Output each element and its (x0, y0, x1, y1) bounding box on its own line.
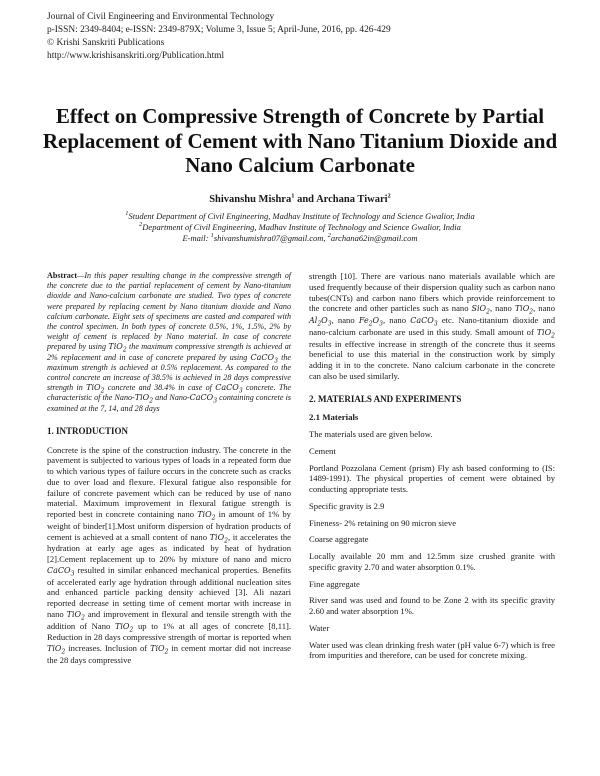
journal-url[interactable]: http://www.krishisanskriti.org/Publication.html (47, 51, 225, 61)
email-1[interactable]: shivanshumishra07@gmail.com, (213, 233, 328, 243)
author-joiner: and (294, 194, 317, 205)
section-heading-materials: 2. MATERIALS AND EXPERIMENTS (309, 393, 462, 404)
author-2-mark: 2 (387, 192, 391, 200)
email-line: E-mail: $^1$shivanshumishra07@gmail.com, $^2$archana62in@gmail.com (182, 232, 418, 243)
journal-name: Journal of Civil Engineering and Environmental Technology (47, 12, 275, 22)
affiliation-1: $^1$Student Department of Civil Engineering, Madhav Institute of Technology and Science Gwalior, India (125, 210, 475, 221)
author-2: Archana Tiwari (316, 194, 388, 205)
formula-tio2: TiO$_2$ (209, 532, 228, 545)
formula-tio2: TiO$_2$ (47, 644, 66, 656)
abstract-label: Abstract (47, 271, 78, 280)
author-1-mark: 1 (291, 192, 295, 200)
coarse-aggregate-heading: Coarse aggregate (309, 534, 369, 545)
affiliation-2: $^2$Department of Civil Engineering, Madhav Institute of Technology and Science Gwalior, India (139, 221, 461, 232)
cement-text: Portland Pozzolana Cement (prism) Fly ash based conforming to (IS: 1489-1991). The physical properties of cement were obtained by conducting appropriate tests. (309, 462, 555, 494)
fineness-text: Fineness- 2% retaining on 90 micron sieve (309, 517, 457, 528)
formula-caco3: CaCO$_3$ (47, 565, 75, 578)
formula-sio2: SiO$_2$ (471, 304, 490, 316)
email-2[interactable]: archana62in@gmail.com (330, 233, 418, 243)
introduction-continued: strength [10]. There are various nano materials available which are used frequently because of their dispersion quality such as carbon nano tubes(CNTs) and carbon nano fibers which provide reinforcement to the concrete and other particles such as nano SiO$_2$, nano TiO$_2$, nano $Al_2O_3$, nano $Fe_2O_3$, nano CaCO$_3$ etc. Nano-titanium dioxide and nano-calcium carbonate are used in this study. Small amount of TiO$_2$ results in effective increase in strength of the concrete thus it seems beneficial to use this material in the construction work by simply adding it in to the concrete. Nano calcium carbonate in the concrete can also be used similarly. (309, 271, 555, 381)
section-heading-introduction: 1. INTRODUCTION (47, 425, 129, 436)
left-column (47, 271, 291, 666)
formula-tio2: TiO$_2$ (197, 510, 216, 522)
materials-intro: The materials used are given below. (309, 429, 433, 439)
introduction-paragraph: Concrete is the spine of the construction industry. The concrete in the pavement is subjected to various types of loads in a repeated form due to which various types of failure occurs in the concrete such as cracks due to over load and flexure. Flexural fatigue also responsible for failure of concrete pavement which can be reduced by use of nano material. Maximum improvement in flexural fatigue strength is reported best in concrete containing nano TiO$_2$ in amount of 1% by weight of binder[1].Most uniform dispersion of hydration products of cement is achieved at a small content of nano TiO$_2$, it accelerates the hydration at early age ages as indicated by heat of hydration [2].Cement replacement up to 20% by mixture of nano and micro CaCO$_3$ resulted in similar enhanced mechanical properties. Benefits of accelerated early age hydration through additional nucleation sites and enhanced particle packing density achieved [3]. Ali nazari reported decrease in setting time of cement mortar with increase in nano TiO$_2$ and improvement in flexural and tensile strength with the addition of Nano TiO$_2$ up to 1% at all ages of concrete [8,11]. Reduction in 28 days compressive strength of mortar is reported when TiO$_2$ increases. Inclusion of TiO$_2$ in cement mortar did not increase the 28 days compressive (47, 444, 292, 665)
fine-aggregate-heading: Fine aggregate (309, 578, 360, 589)
author-1: Shivanshu Mishra (209, 194, 292, 205)
formula-tio2: TiO$_2$ (150, 644, 169, 656)
coarse-aggregate-text: Locally available 20 mm and 12.5mm size crushed granite with specific gravity 2.70 and water absorption 0.1%. (309, 551, 555, 572)
affiliations (40, 211, 560, 244)
specific-gravity-text: Specific gravity is 2.9 (309, 500, 385, 511)
formula-tio2: TiO$_2$ (536, 327, 555, 340)
subsection-heading-materials: 2.1 Materials (309, 412, 359, 423)
formula-caco3: CaCO$_3$ (410, 316, 438, 328)
formula-tio2: TiO$_2$ (114, 621, 134, 634)
formula-tio2: TiO$_2$ (108, 342, 127, 355)
paper-title: Effect on Compressive Strength of Concrete by Partial Replacement of Cement with Nano Titanium Dioxide and Nano Calcium Carbonate (42, 104, 558, 177)
formula-tio2: TiO$_2$ (134, 393, 154, 406)
formula-caco3: CaCO$_3$ (250, 352, 278, 365)
formula-al2o3: $Al_2O_3$ (309, 316, 332, 328)
author-line (40, 194, 560, 205)
formula-tio2: TiO$_2$ (66, 609, 85, 622)
formula-tio2: TiO$_2$ (514, 304, 534, 316)
water-text: Water used was clean drinking fresh water (pH value 6-7) which is free from impurities and therefore, can be used for concrete mixing. (309, 639, 555, 661)
formula-tio2: TiO$_2$ (86, 383, 105, 395)
cement-heading: Cement (309, 445, 336, 456)
right-column (309, 271, 555, 667)
formula-caco3: CaCO$_3$ (189, 393, 218, 406)
journal-publisher: © Krishi Sanskriti Publications (47, 38, 165, 48)
fine-aggregate-text: River sand was used and found to be Zone 2 with its specific gravity 2.60 and water absorption 1%. (309, 595, 555, 616)
journal-issn: p-ISSN: 2349-8404; e-ISSN: 2349-879X; Volume 3, Issue 5; April-June, 2016, pp. 426-429 (47, 25, 391, 35)
formula-caco3: CaCO$_3$ (215, 383, 243, 395)
formula-fe2o3: $Fe_2O_3$ (358, 316, 383, 328)
abstract: Abstract—In this paper resulting change in the compressive strength of the concrete due to the partial replacement of cement by Nano-titanium dioxide and Nano-calcium carbonate are studied. Two types of concrete were prepared by replacing cement by Nano titanium dioxide and Nano calcium carbonate. Eight sets of specimens are casted and compared with the control specimen. In both types of concrete 0.5%, 1%, 1.5%, 2% by weight of cement is replaced by Nano material. In case of concrete prepared by using TiO$_2$ the maximum compressive strength is achieved at 2% replacement and in case of concrete prepared by using CaCO$_3$ the maximum strength is achieved at 0.5% replacement. As compared to the control concrete an increase of 38.5% is achieved in 28 days compressive strength in TiO$_2$ concrete and 38.4% in case of CaCO$_3$ concrete. The characteristic of the Nano-TiO$_2$ and Nano-CaCO$_3$ containing concrete is examined at the 7, 14, and 28 days (47, 271, 292, 413)
journal-header (47, 11, 567, 63)
water-heading: Water (309, 622, 330, 633)
